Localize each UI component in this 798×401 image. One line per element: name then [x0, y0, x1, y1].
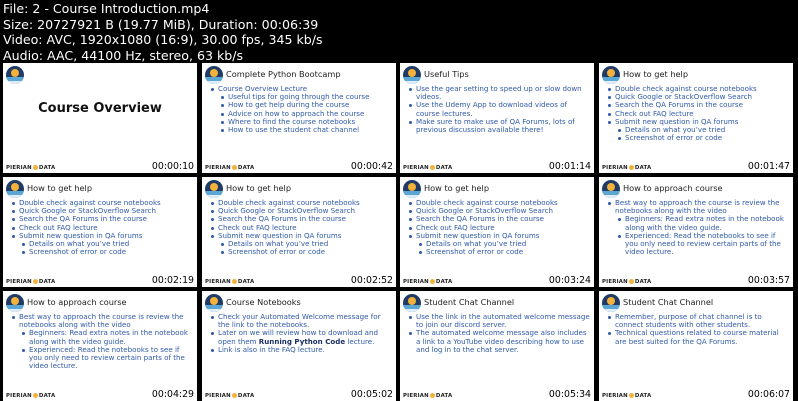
slide-title: Student Chat Channel	[424, 297, 515, 307]
brand-text: PIERIAN	[602, 393, 628, 399]
brand-text: PIERIAN	[403, 165, 429, 171]
logo-sun-icon	[408, 297, 416, 305]
sub-bullet-item: Screenshot of error or code	[9, 248, 193, 256]
timestamp: 00:05:34	[548, 389, 591, 400]
brand-globe-icon	[33, 165, 38, 170]
slide-bullet-list	[605, 85, 789, 142]
pierian-data-brand	[403, 393, 452, 399]
sub-bullet-item: Screenshot of error or code	[406, 248, 590, 256]
brand-globe-icon	[430, 393, 435, 398]
bullet-item: Check out FAQ lecture	[9, 224, 193, 232]
logo-sun-icon	[607, 297, 615, 305]
bullet-item: The automated welcome message also includes a link to a YouTube video describing how to use and log in to the chat server.	[406, 329, 590, 354]
sub-bullet-item: Advice on how to approach the course	[208, 110, 392, 118]
video-thumbnail[interactable]	[400, 291, 594, 401]
timestamp: 00:02:19	[151, 275, 194, 286]
pierian-logo-icon	[205, 66, 223, 84]
brand-globe-icon	[430, 165, 435, 170]
slide-bullet-list	[9, 199, 193, 256]
pierian-data-brand	[403, 165, 452, 171]
bullet-item: Double check against course notebooks	[605, 85, 789, 93]
brand-text: PIERIAN	[602, 165, 628, 171]
pierian-logo-icon	[6, 294, 24, 312]
sub-bullet-item: How to get help during the course	[208, 101, 392, 109]
bullet-item: Double check against course notebooks	[406, 199, 590, 207]
bullet-item: Make sure to make use of QA Forums, lots of previous discussion available there!	[406, 118, 590, 134]
bullet-item: Link is also in the FAQ lecture.	[208, 346, 392, 354]
slide-bullet-list	[605, 313, 789, 346]
brand-globe-icon	[33, 393, 38, 398]
audio-info-line: Audio: AAC, 44100 Hz, stereo, 63 kb/s	[3, 47, 244, 63]
bullet-item: Search the QA Forums in the course	[208, 215, 392, 223]
slide-title: Useful Tips	[424, 69, 469, 79]
bullet-item: Quick Google or StackOverflow Search	[208, 207, 392, 215]
pierian-logo-icon	[602, 66, 620, 84]
timestamp: 00:06:07	[747, 389, 790, 400]
sub-bullet-item: Experienced: Read the notebooks to see if you only need to review certain parts of the video lecture.	[605, 232, 789, 257]
sub-bullet-item: Where to find the course notebooks	[208, 118, 392, 126]
sub-bullet-item: How to use the student chat channel	[208, 126, 392, 134]
logo-sun-icon	[607, 69, 615, 77]
bullet-item: Remember, purpose of chat channel is to connect students with other students.	[605, 313, 789, 329]
brand-text: DATA	[237, 165, 255, 171]
brand-globe-icon	[629, 165, 634, 170]
brand-text: DATA	[435, 279, 453, 285]
slide-title: Student Chat Channel	[623, 297, 714, 307]
bullet-item: Course Overview Lecture	[208, 85, 392, 93]
slide-title: How to get help	[27, 183, 93, 193]
slide-title: How to approach course	[623, 183, 723, 193]
pierian-logo-icon	[6, 66, 24, 84]
pierian-logo-icon	[403, 66, 421, 84]
thumbnail-grid	[0, 63, 798, 401]
file-name-line: File: 2 - Course Introduction.mp4	[3, 1, 210, 16]
pierian-data-brand	[6, 165, 55, 171]
bullet-item: Quick Google or StackOverflow Search	[605, 93, 789, 101]
timestamp: 00:05:02	[350, 389, 393, 400]
slide-title: How to get help	[424, 183, 490, 193]
brand-text: DATA	[38, 279, 56, 285]
slide-bullet-list	[406, 85, 590, 134]
slide-title: Course Overview	[38, 101, 162, 116]
pierian-logo-icon	[602, 180, 620, 198]
video-thumbnail[interactable]	[599, 177, 793, 287]
bullet-item: Search the QA Forums in the course	[605, 101, 789, 109]
brand-text: DATA	[435, 165, 453, 171]
bullet-item: Check out FAQ lecture	[208, 224, 392, 232]
brand-text: DATA	[237, 279, 255, 285]
video-thumbnail[interactable]	[202, 291, 396, 401]
pierian-data-brand	[6, 279, 55, 285]
brand-globe-icon	[430, 279, 435, 284]
brand-text: DATA	[38, 165, 56, 171]
brand-text: PIERIAN	[403, 393, 429, 399]
brand-text: PIERIAN	[403, 279, 429, 285]
sub-bullet-item: Details on what you’ve tried	[9, 240, 193, 248]
sub-bullet-item: Details on what you’ve tried	[208, 240, 392, 248]
bullet-item: Submit new question in QA forums	[605, 118, 789, 126]
pierian-logo-icon	[205, 180, 223, 198]
video-thumbnail[interactable]	[400, 177, 594, 287]
bullet-item: Submit new question in QA forums	[406, 232, 590, 240]
pierian-data-brand	[205, 279, 254, 285]
bullet-item: Use the link in the automated welcome message to join our discord server.	[406, 313, 590, 329]
video-thumbnail[interactable]	[599, 291, 793, 401]
video-thumbnail[interactable]	[3, 177, 197, 287]
slide-bullet-list	[208, 199, 392, 256]
slide-title: Course Notebooks	[226, 297, 301, 307]
brand-globe-icon	[33, 279, 38, 284]
slide-title: How to get help	[226, 183, 292, 193]
logo-sun-icon	[408, 69, 416, 77]
bullet-item: Later on we will review how to download and open them Running Python Code lecture.	[208, 329, 392, 345]
bullet-item: Double check against course notebooks	[9, 199, 193, 207]
logo-sun-icon	[607, 183, 615, 191]
brand-text: PIERIAN	[205, 165, 231, 171]
pierian-data-brand	[205, 393, 254, 399]
bullet-item: Double check against course notebooks	[208, 199, 392, 207]
slide-bullet-list	[605, 199, 789, 256]
logo-sun-icon	[210, 183, 218, 191]
slide-title: How to get help	[623, 69, 689, 79]
video-thumbnail[interactable]	[3, 63, 197, 173]
brand-text: PIERIAN	[6, 165, 32, 171]
brand-text: PIERIAN	[602, 279, 628, 285]
brand-text: DATA	[634, 393, 652, 399]
bullet-item: Check out FAQ lecture	[605, 110, 789, 118]
timestamp: 00:03:24	[548, 275, 591, 286]
brand-text: DATA	[435, 393, 453, 399]
slide-title: Complete Python Bootcamp	[226, 69, 341, 79]
timestamp: 00:04:29	[151, 389, 194, 400]
slide-title: How to approach course	[27, 297, 127, 307]
brand-text: PIERIAN	[6, 279, 32, 285]
timestamp: 00:01:47	[747, 161, 790, 172]
brand-globe-icon	[232, 165, 237, 170]
pierian-data-brand	[602, 279, 651, 285]
logo-sun-icon	[11, 69, 19, 77]
sub-bullet-item: Experienced: Read the notebooks to see if you only need to review certain parts of the video lecture.	[9, 346, 193, 371]
logo-sun-icon	[11, 297, 19, 305]
slide-bullet-list	[406, 313, 590, 354]
brand-text: PIERIAN	[6, 393, 32, 399]
pierian-data-brand	[6, 393, 55, 399]
slide-bullet-list	[208, 85, 392, 134]
bullet-item: Technical questions related to course material are best suited for the QA Forums.	[605, 329, 789, 345]
bullet-item: Use the gear setting to speed up or slow down videos.	[406, 85, 590, 101]
brand-text: DATA	[38, 393, 56, 399]
video-thumbnail[interactable]	[3, 291, 197, 401]
bullet-item: Best way to approach the course is review the notebooks along with the video	[9, 313, 193, 329]
timestamp: 00:02:52	[350, 275, 393, 286]
bullet-item: Use the Udemy App to download videos of course lectures.	[406, 101, 590, 117]
timestamp: 00:03:57	[747, 275, 790, 286]
sub-bullet-item: Details on what you’ve tried	[406, 240, 590, 248]
bullet-item: Check your Automated Welcome message for the link to the notebooks.	[208, 313, 392, 329]
logo-sun-icon	[210, 69, 218, 77]
sub-bullet-item: Beginners: Read extra notes in the notebook along with the video guide.	[605, 215, 789, 231]
video-thumbnail[interactable]	[202, 63, 396, 173]
brand-text: DATA	[237, 393, 255, 399]
slide-bullet-list	[406, 199, 590, 256]
video-info-line: Video: AVC, 1920x1080 (16:9), 30.00 fps, 345 kb/s	[3, 32, 323, 48]
bullet-item: Search the QA Forums in the course	[9, 215, 193, 223]
sub-bullet-item: Beginners: Read extra notes in the notebook along with the video guide.	[9, 329, 193, 345]
video-thumbnail[interactable]	[202, 177, 396, 287]
bold-text: Running Python Code	[258, 336, 346, 346]
pierian-data-brand	[403, 279, 452, 285]
logo-sun-icon	[11, 183, 19, 191]
sub-bullet-item: Details on what you’ve tried	[605, 126, 789, 134]
brand-globe-icon	[629, 279, 634, 284]
pierian-data-brand	[205, 165, 254, 171]
pierian-logo-icon	[602, 294, 620, 312]
brand-text: PIERIAN	[205, 393, 231, 399]
brand-globe-icon	[232, 393, 237, 398]
logo-sun-icon	[408, 183, 416, 191]
pierian-logo-icon	[403, 294, 421, 312]
bullet-item: Check out FAQ lecture	[406, 224, 590, 232]
bullet-item: Submit new question in QA forums	[208, 232, 392, 240]
size-duration-line: Size: 20727921 B (19.77 MiB), Duration: 00:06:39	[3, 16, 319, 32]
logo-wave-highlight-icon	[6, 81, 24, 84]
bullet-item: Search the QA Forums in the course	[406, 215, 590, 223]
bullet-item: Submit new question in QA forums	[9, 232, 193, 240]
brand-text: PIERIAN	[205, 279, 231, 285]
slide-bullet-list	[208, 313, 392, 354]
bullet-item: Best way to approach the course is review the notebooks along with the video	[605, 199, 789, 215]
sub-bullet-item: Useful tips for going through the course	[208, 93, 392, 101]
sub-bullet-item: Screenshot of error or code	[605, 134, 789, 142]
pierian-data-brand	[602, 165, 651, 171]
brand-globe-icon	[232, 279, 237, 284]
pierian-logo-icon	[6, 180, 24, 198]
timestamp: 00:01:14	[548, 161, 591, 172]
brand-globe-icon	[629, 393, 634, 398]
video-thumbnail[interactable]	[400, 63, 594, 173]
pierian-data-brand	[602, 393, 651, 399]
logo-sun-icon	[210, 297, 218, 305]
pierian-logo-icon	[205, 294, 223, 312]
bullet-item: Quick Google or StackOverflow Search	[406, 207, 590, 215]
slide-bullet-list	[9, 313, 193, 370]
video-thumbnail[interactable]	[599, 63, 793, 173]
timestamp: 00:00:10	[151, 161, 194, 172]
bullet-item: Quick Google or StackOverflow Search	[9, 207, 193, 215]
brand-text: DATA	[634, 165, 652, 171]
video-info-header	[3, 1, 795, 63]
sub-bullet-item: Screenshot of error or code	[208, 248, 392, 256]
brand-text: DATA	[634, 279, 652, 285]
pierian-logo-icon	[403, 180, 421, 198]
timestamp: 00:00:42	[350, 161, 393, 172]
